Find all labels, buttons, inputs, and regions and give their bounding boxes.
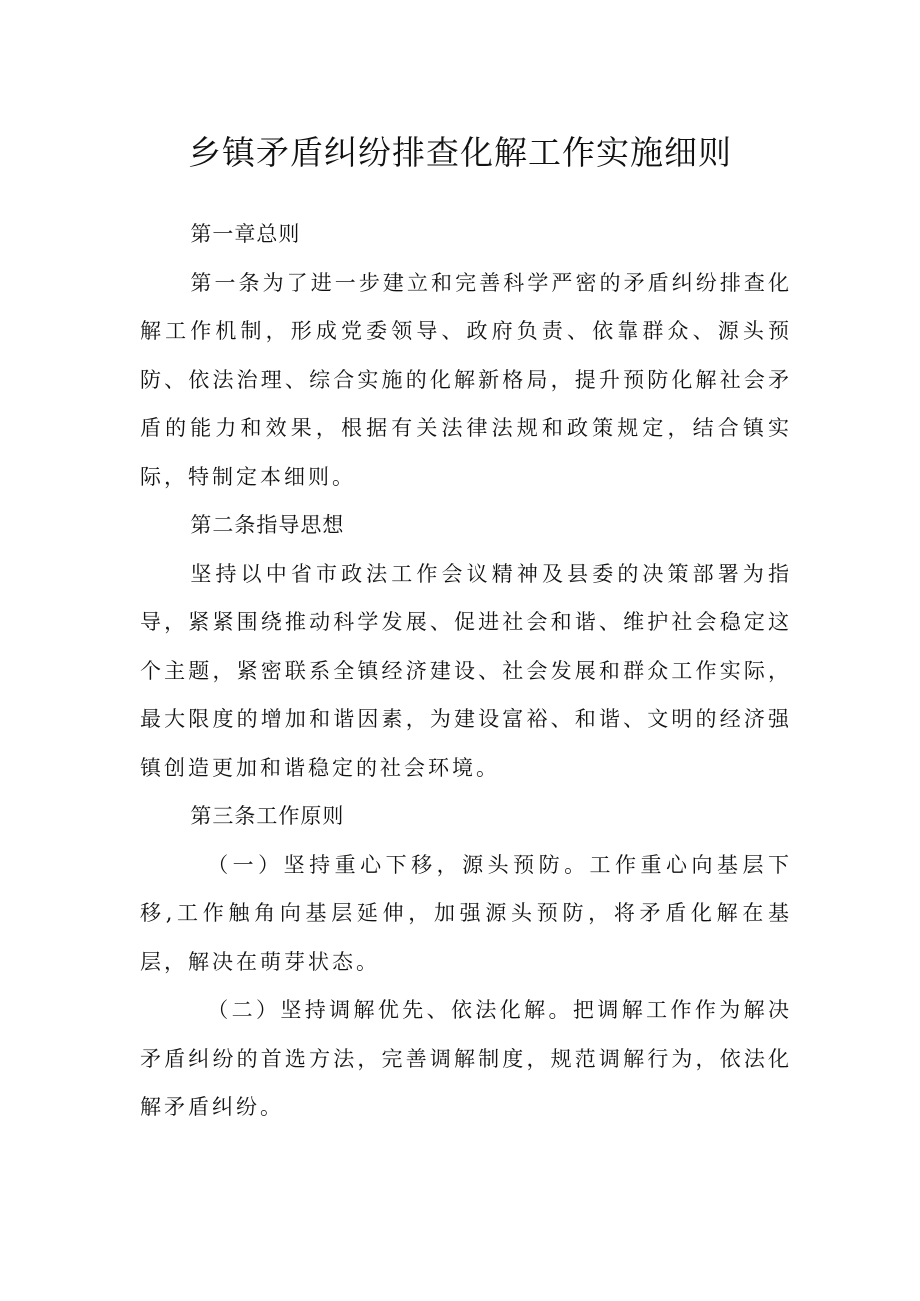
chapter-heading: 第一章总则 [190, 222, 301, 246]
article-3-heading: 第三条工作原则 [190, 804, 345, 828]
article-1-paragraph: 第一条为了进一步建立和完善科学严密的矛盾纠纷排查化解工作机制，形成党委领导、政府负责、依靠群众、源头预防、依法治理、综合实施的化解新格局，提升预防化解社会矛盾的能力和效果，根据有关法律法规和政策规定，结合镇实际，特制定本细则。 [140, 270, 792, 489]
article-2-paragraph: 坚持以中省市政法工作会议精神及县委的决策部署为指导，紧紧围绕推动科学发展、促进社会和谐、维护社会稳定这个主题，紧密联系全镇经济建设、社会发展和群众工作实际，最大限度的增加和谐因素，为建设富裕、和谐、文明的经济强镇创造更加和谐稳定的社会环境。 [140, 561, 792, 780]
document-title: 乡镇矛盾纠纷排查化解工作实施细则 [188, 133, 732, 172]
document-body [140, 210, 792, 1132]
principle-2-paragraph: （二）坚持调解优先、依法化解。把调解工作作为解决矛盾纠纷的首选方法，完善调解制度，规范调解行为，依法化解矛盾纠纷。 [140, 998, 792, 1119]
principle-1-paragraph: （一）坚持重心下移，源头预防。工作重心向基层下移,工作触角向基层延伸，加强源头预防，将矛盾化解在基层，解决在萌芽状态。 [140, 852, 792, 974]
article-2-heading: 第二条指导思想 [190, 513, 345, 537]
